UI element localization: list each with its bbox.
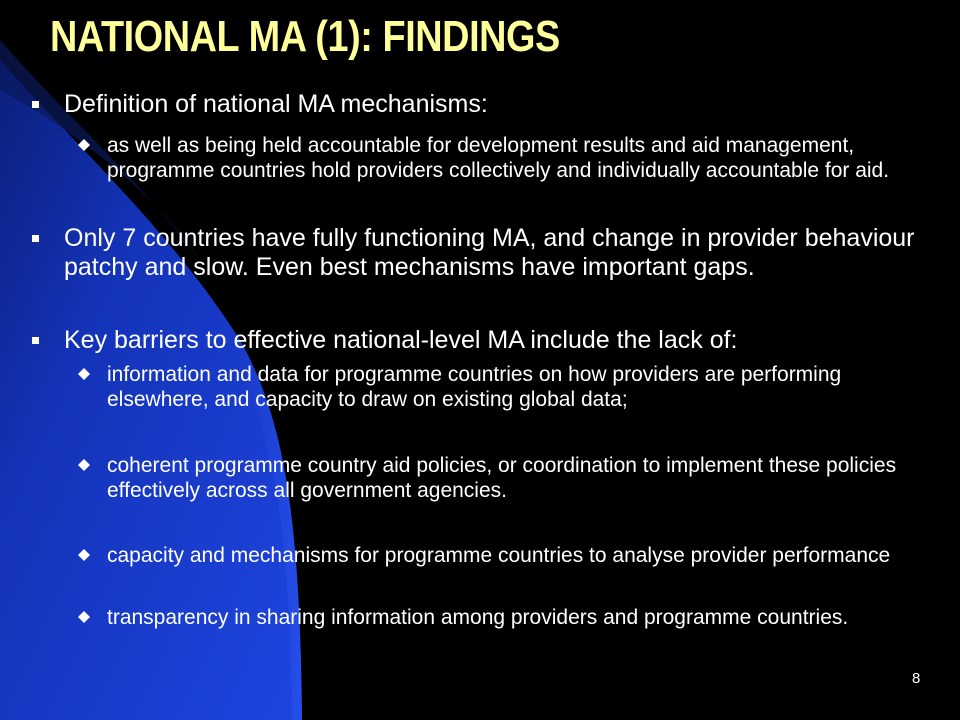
square-bullet-icon [32, 235, 39, 242]
sub-bullet-text: capacity and mechanisms for programme countries to analyse provider performance [107, 544, 891, 567]
diamond-bullet-icon [78, 368, 90, 380]
bullet-text: Key barriers to effective national-level MA include the lack of: [64, 326, 738, 354]
diamond-bullet-icon [78, 549, 90, 561]
bullet-key-barriers [64, 326, 942, 355]
sub-bullet-coherent-policies [107, 453, 942, 503]
slide-title: NATIONAL MA (1): FINDINGS [50, 12, 560, 61]
sub-bullet-text: transparency in sharing information among providers and programme countries. [107, 606, 849, 629]
diamond-bullet-icon [78, 459, 90, 471]
sub-bullet-text: coherent programme country aid policies, or coordination to implement these policies effectively across all government agencies. [107, 454, 897, 502]
sub-bullet-text: as well as being held accountable for development results and aid management, programme countries hold providers collectively and individually accountable for aid. [107, 134, 890, 182]
diamond-bullet-icon [78, 611, 90, 623]
bullet-text: Definition of national MA mechanisms: [64, 90, 488, 118]
page-number: 8 [912, 670, 921, 687]
sub-bullet-transparency [107, 605, 942, 630]
sub-bullet-capacity [107, 543, 942, 568]
square-bullet-icon [32, 337, 39, 344]
bullet-seven-countries [64, 224, 942, 282]
bullet-text: Only 7 countries have fully functioning MA, and change in provider behaviour patchy and slow. Even best mechanisms have important gaps. [64, 224, 915, 281]
sub-bullet-accountability [107, 133, 942, 183]
sub-bullet-text: information and data for programme countries on how providers are performing elsewhere, and capacity to draw on existing global data; [107, 363, 842, 411]
bullet-definition [64, 90, 942, 119]
diamond-bullet-icon [78, 139, 90, 151]
square-bullet-icon [32, 101, 39, 108]
sub-bullet-information-data [107, 362, 942, 412]
